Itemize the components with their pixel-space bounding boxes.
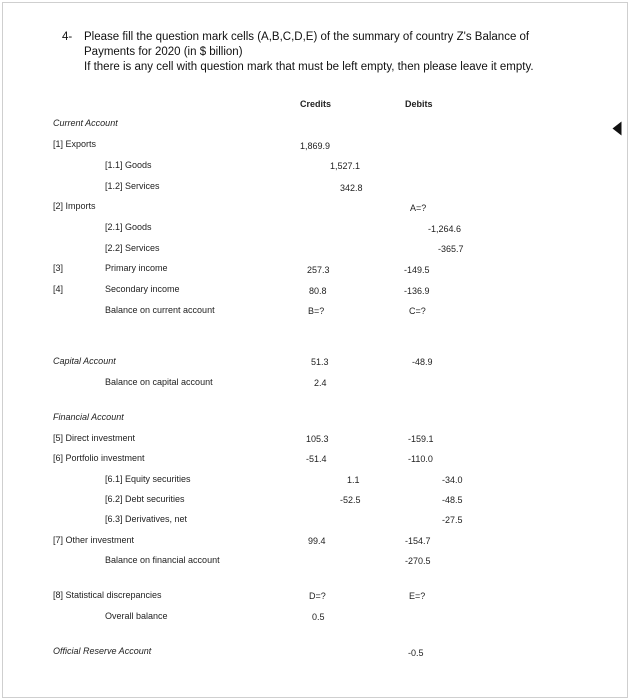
capital-account-credit: 51.3 bbox=[311, 357, 329, 367]
official-reserve-debit: -0.5 bbox=[408, 648, 424, 658]
capital-account-heading: Capital Account bbox=[53, 356, 116, 366]
statistical-discrepancies-debit: E=? bbox=[409, 591, 426, 601]
direct-investment-debit: -159.1 bbox=[408, 434, 434, 444]
overall-balance-label: Overall balance bbox=[105, 611, 168, 621]
goods-label: [1.1] Goods bbox=[105, 160, 152, 170]
equity-label: [6.1] Equity securities bbox=[105, 474, 191, 484]
balance-current-label: Balance on current account bbox=[105, 305, 215, 315]
balance-capital-credit: 2.4 bbox=[314, 378, 327, 388]
exports-label: [1] Exports bbox=[53, 139, 97, 149]
secondary-income-label: Secondary income bbox=[105, 284, 180, 294]
imports-label: [2] Imports bbox=[53, 201, 96, 211]
exports-credit: 1,869.9 bbox=[300, 141, 331, 151]
services-label: [1.2] Services bbox=[105, 181, 160, 191]
balance-current-credit: B=? bbox=[308, 306, 325, 316]
imp-goods-value: -1,264.6 bbox=[428, 224, 462, 234]
imp-services-label: [2.2] Services bbox=[105, 243, 160, 253]
question-line-2: Payments for 2020 (in $ billion) bbox=[84, 46, 243, 58]
direct-investment-label: [5] Direct investment bbox=[53, 433, 136, 443]
mouse-cursor-icon bbox=[613, 122, 622, 136]
equity-credit: 1.1 bbox=[347, 475, 360, 485]
statistical-discrepancies-label: [8] Statistical discrepancies bbox=[53, 590, 162, 600]
primary-income-debit: -149.5 bbox=[404, 265, 430, 275]
other-investment-label: [7] Other investment bbox=[53, 535, 135, 545]
other-investment-debit: -154.7 bbox=[405, 536, 431, 546]
imp-goods-label: [2.1] Goods bbox=[105, 222, 152, 232]
equity-debit: -34.0 bbox=[442, 475, 463, 485]
current-account-heading: Current Account bbox=[53, 118, 118, 128]
question-number: 4- bbox=[62, 31, 73, 43]
derivatives-debit: -27.5 bbox=[442, 515, 463, 525]
debits-header: Debits bbox=[405, 99, 433, 109]
services-value: 342.8 bbox=[340, 183, 363, 193]
credits-header: Credits bbox=[300, 99, 332, 109]
direct-investment-credit: 105.3 bbox=[306, 434, 329, 444]
financial-account-heading: Financial Account bbox=[53, 412, 124, 422]
capital-account-debit: -48.9 bbox=[412, 357, 433, 367]
derivatives-label: [6.3] Derivatives, net bbox=[105, 514, 188, 524]
portfolio-investment-label: [6] Portfolio investment bbox=[53, 453, 145, 463]
portfolio-investment-debit: -110.0 bbox=[408, 454, 433, 464]
secondary-income-credit: 80.8 bbox=[309, 286, 327, 296]
primary-income-num: [3] bbox=[53, 263, 64, 273]
question-text bbox=[62, 30, 590, 75]
balance-capital-label: Balance on capital account bbox=[105, 377, 213, 387]
balance-financial-debit: -270.5 bbox=[405, 556, 431, 566]
official-reserve-heading: Official Reserve Account bbox=[53, 646, 152, 656]
other-investment-credit: 99.4 bbox=[308, 536, 326, 546]
primary-income-credit: 257.3 bbox=[307, 265, 330, 275]
debt-debit: -48.5 bbox=[442, 495, 463, 505]
debt-label: [6.2] Debt securities bbox=[105, 494, 185, 504]
secondary-income-debit: -136.9 bbox=[404, 286, 430, 296]
balance-current-debit: C=? bbox=[409, 306, 426, 316]
question-line-3: If there is any cell with question mark that must be left empty, then please leave it empty. bbox=[84, 61, 534, 73]
balance-financial-label: Balance on financial account bbox=[105, 555, 220, 565]
debt-credit: -52.5 bbox=[340, 495, 361, 505]
goods-value: 1,527.1 bbox=[330, 161, 361, 171]
question-line-1: Please fill the question mark cells (A,B,C,D,E) of the summary of country Z's Balance of bbox=[84, 31, 530, 43]
portfolio-investment-credit: -51.4 bbox=[306, 454, 327, 464]
imports-debit: A=? bbox=[410, 203, 427, 213]
statistical-discrepancies-credit: D=? bbox=[309, 591, 326, 601]
primary-income-label: Primary income bbox=[105, 263, 168, 273]
secondary-income-num: [4] bbox=[53, 284, 64, 294]
overall-balance-credit: 0.5 bbox=[312, 612, 325, 622]
imp-services-value: -365.7 bbox=[438, 244, 464, 254]
